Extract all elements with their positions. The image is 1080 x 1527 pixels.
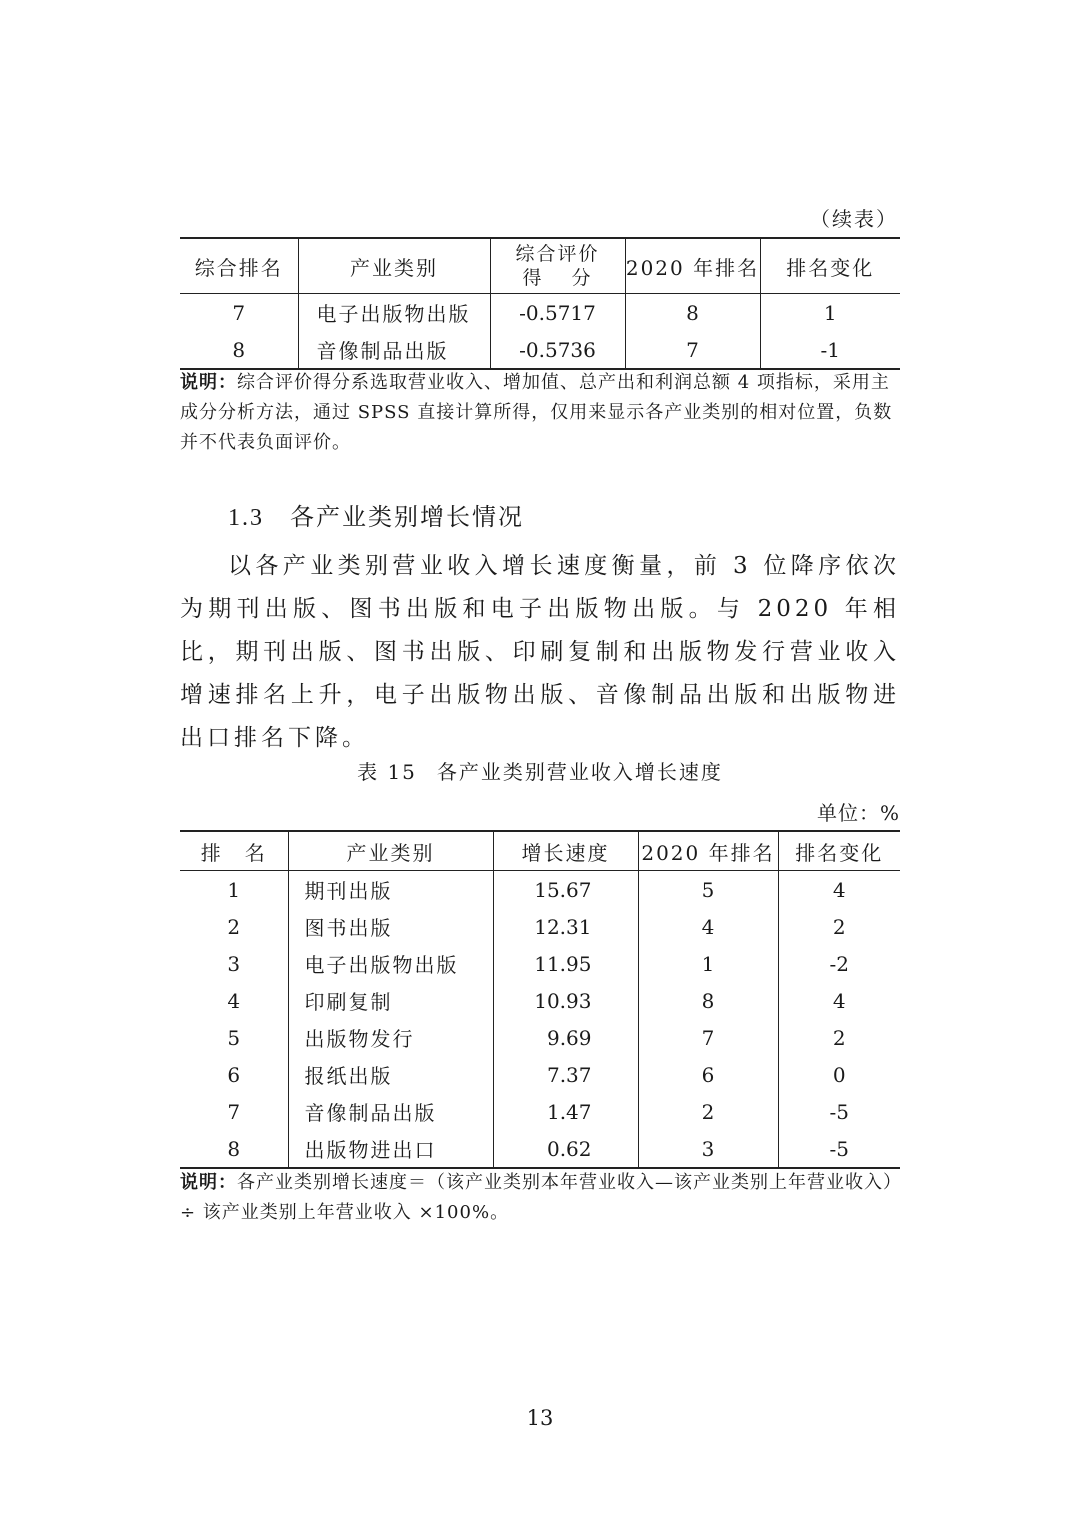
table-row [180, 1019, 900, 1056]
table-row [180, 1093, 900, 1130]
header-score-line1: 综合评价 [515, 243, 600, 265]
table-caption-title: 各产业类别营业收入增长速度 [436, 760, 723, 784]
cell-rank: 8 [227, 1136, 241, 1161]
header-rank-2020: 2020 年排名 [638, 831, 778, 871]
cell-change: 4 [778, 982, 900, 1019]
cell-rank: 7 [227, 1099, 241, 1124]
header-score-line2a: 得 [522, 267, 544, 289]
table-row [180, 908, 900, 945]
table-caption-number: 表 15 [357, 760, 417, 784]
cell-rank: 2 [227, 914, 241, 939]
cell-rank-2020: 4 [638, 908, 778, 945]
cell-category: 音像制品出版 [288, 1093, 493, 1130]
note-label: 说明： [180, 1172, 237, 1193]
table-row [180, 331, 900, 369]
table-note [180, 1168, 900, 1228]
cell-rank: 4 [227, 988, 241, 1013]
cell-growth: 1.47 [493, 1093, 638, 1130]
cell-rank: 3 [227, 951, 241, 976]
section-title: 各产业类别增长情况 [290, 503, 524, 531]
table-row [180, 871, 900, 909]
cell-rank-2020: 5 [638, 871, 778, 909]
cell-rank: 5 [227, 1025, 241, 1050]
cell-growth: 12.31 [493, 908, 638, 945]
cell-growth: 10.93 [493, 982, 638, 1019]
header-composite-rank: 综合排名 [180, 238, 298, 294]
cell-category: 电子出版物出版 [298, 294, 490, 332]
cell-category: 音像制品出版 [298, 331, 490, 369]
page-number: 13 [526, 1406, 554, 1430]
cell-rank-2020: 2 [638, 1093, 778, 1130]
cell-rank-2020: 6 [638, 1056, 778, 1093]
header-rank-change: 排名变化 [760, 238, 900, 294]
composite-ranking-table [180, 237, 900, 370]
note-label: 说明： [180, 372, 237, 393]
header-rank: 排 名 [180, 831, 288, 871]
table-header-row [180, 238, 900, 294]
cell-growth: 0.62 [493, 1130, 638, 1168]
cell-rank-2020: 8 [638, 982, 778, 1019]
header-category: 产业类别 [288, 831, 493, 871]
cell-change: -5 [778, 1093, 900, 1130]
note-text: 综合评价得分系选取营业收入、增加值、总产出和利润总额 4 项指标，采用主成分分析方法，通过 SPSS 直接计算所得，仅用来显示各产业类别的相对位置，负数并不代表负面评价。 [180, 372, 893, 453]
cell-change: -2 [778, 945, 900, 982]
table-row [180, 982, 900, 1019]
cell-growth: 7.37 [493, 1056, 638, 1093]
cell-category: 报纸出版 [288, 1056, 493, 1093]
cell-rank: 8 [232, 337, 246, 362]
table-header-row [180, 831, 900, 871]
header-score-line2b: 分 [571, 267, 593, 289]
section-number: 1.3 [228, 505, 264, 531]
cell-change: -5 [778, 1130, 900, 1168]
table-note [180, 368, 900, 458]
cell-change: -1 [760, 331, 900, 369]
unit-label: 单位：% [816, 801, 900, 825]
body-paragraph: 以各产业类别营业收入增长速度衡量，前 3 位降序依次为期刊出版、图书出版和电子出版物出版。与 2020 年相比，期刊出版、图书出版、印刷复制和出版物发行营业收入增速排名上升，电子出版物出版、音像制品出版和出版物进出口排名下降。 [180, 553, 900, 751]
cell-change: 2 [778, 1019, 900, 1056]
cell-score: -0.5717 [490, 294, 625, 332]
cell-score: -0.5736 [490, 331, 625, 369]
table-caption [0, 756, 1080, 785]
cell-growth: 15.67 [493, 871, 638, 909]
header-rank-change: 排名变化 [778, 831, 900, 871]
cell-change: 1 [760, 294, 900, 332]
header-score [490, 238, 625, 294]
cell-category: 出版物进出口 [288, 1130, 493, 1168]
table-row [180, 1056, 900, 1093]
continued-label: （续表） [810, 207, 898, 231]
cell-rank: 6 [227, 1062, 241, 1087]
cell-rank: 1 [227, 877, 241, 902]
cell-category: 印刷复制 [288, 982, 493, 1019]
cell-rank: 7 [232, 300, 246, 325]
cell-rank-2020: 8 [625, 294, 760, 332]
cell-rank-2020: 3 [638, 1130, 778, 1168]
growth-rate-table [180, 830, 900, 1169]
cell-change: 4 [778, 871, 900, 909]
cell-category: 图书出版 [288, 908, 493, 945]
header-category: 产业类别 [298, 238, 490, 294]
header-rank-2020: 2020 年排名 [625, 238, 760, 294]
table-row [180, 294, 900, 332]
table-row [180, 945, 900, 982]
cell-rank-2020: 7 [625, 331, 760, 369]
section-heading [228, 497, 524, 532]
cell-growth: 9.69 [493, 1019, 638, 1056]
cell-category: 期刊出版 [288, 871, 493, 909]
cell-change: 2 [778, 908, 900, 945]
cell-category: 电子出版物出版 [288, 945, 493, 982]
cell-rank-2020: 1 [638, 945, 778, 982]
cell-growth: 11.95 [493, 945, 638, 982]
cell-category: 出版物发行 [288, 1019, 493, 1056]
header-growth: 增长速度 [493, 831, 638, 871]
table-row [180, 1130, 900, 1168]
note-text: 各产业类别增长速度＝（该产业类别本年营业收入—该产业类别上年营业收入）÷ 该产业类别上年营业收入 ×100%。 [180, 1172, 893, 1223]
cell-rank-2020: 7 [638, 1019, 778, 1056]
cell-change: 0 [778, 1056, 900, 1093]
